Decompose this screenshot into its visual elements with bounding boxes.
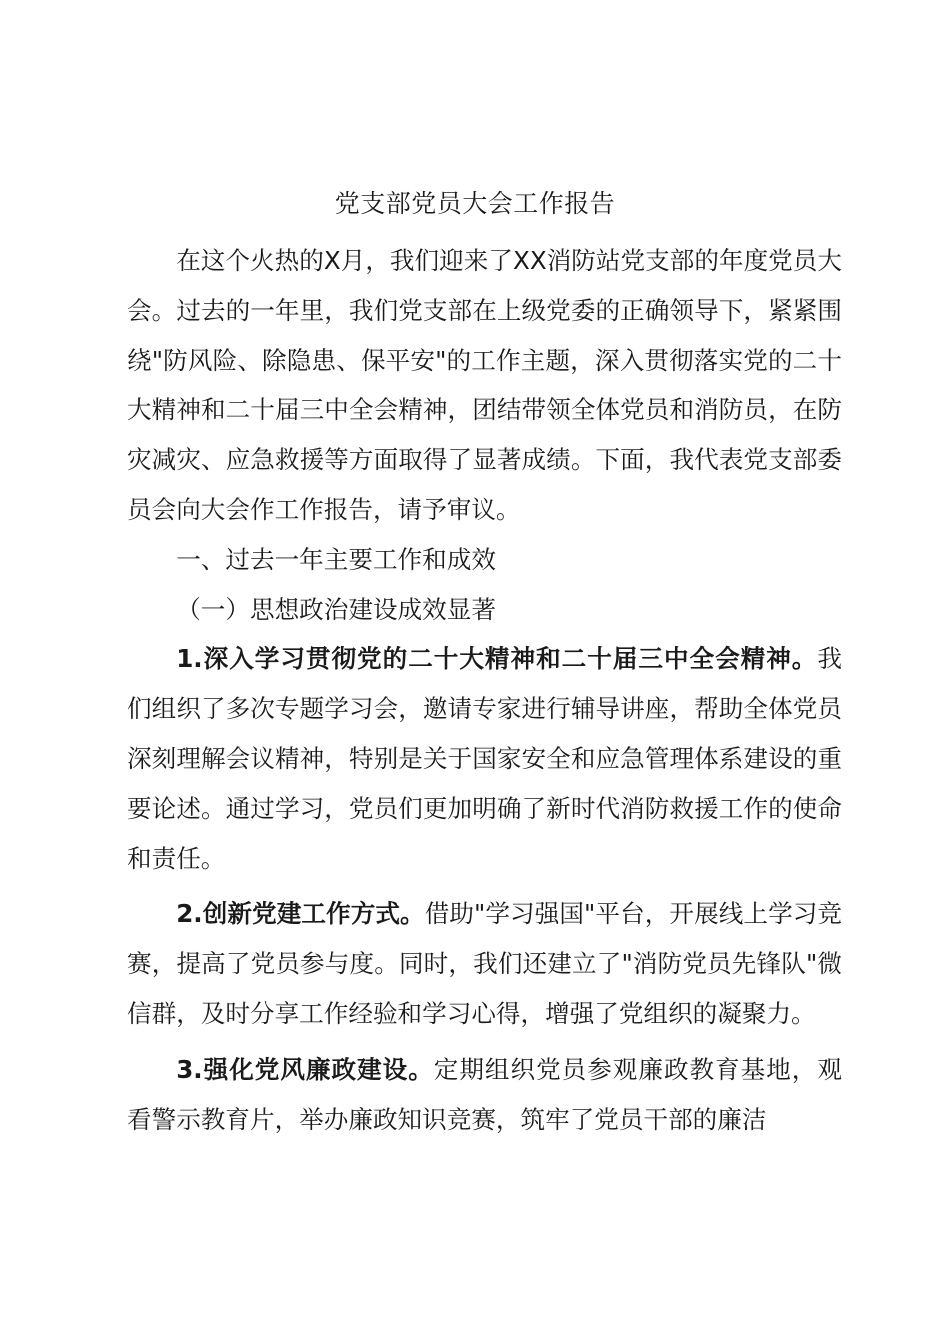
item-lead: 1.深入学习贯彻党的二十大精神和二十届三中全会精神。 <box>176 644 818 674</box>
list-item <box>127 1045 842 1145</box>
item-text: 借助"学习强国"平台，开展线上学习竞赛，提高了党员参与度。同时，我们还建立了"消防党员先锋队"微信群，及时分享工作经验和学习心得，增强了党组织的凝聚力。 <box>127 899 842 1028</box>
item-lead: 2.创新党建工作方式。 <box>176 899 425 929</box>
section-heading: 一、过去一年主要工作和成效 <box>176 544 496 574</box>
list-item <box>127 889 842 1038</box>
list-item <box>127 634 842 883</box>
item-text: 我们组织了多次专题学习会，邀请专家进行辅导讲座，帮助全体党员深刻理解会议精神，特别是关于国家安全和应急管理体系建设的重要论述。通过学习，党员们更加明确了新时代消防救援工作的使命和责任。 <box>127 644 842 873</box>
intro-paragraph: 在这个火热的X月，我们迎来了XX消防站党支部的年度党员大会。过去的一年里，我们党支部在上级党委的正确领导下，紧紧围绕"防风险、除隐患、保平安"的工作主题，深入贯彻落实党的二十大精神和二十届三中全会精神，团结带领全体党员和消防员，在防灾减灾、应急救援等方面取得了显著成绩。下面，我代表党支部委员会向大会作工作报告，请予审议。 <box>127 246 842 524</box>
document-body <box>127 236 842 1144</box>
subsection-heading: （一）思想政治建设成效显著 <box>176 594 496 624</box>
item-text: 定期组织党员参观廉政教育基地，观看警示教育片，举办廉政知识竞赛，筑牢了党员干部的廉洁 <box>127 1054 842 1134</box>
document-title: 党支部党员大会工作报告 <box>334 189 616 218</box>
item-lead: 3.强化党风廉政建设。 <box>176 1054 434 1084</box>
